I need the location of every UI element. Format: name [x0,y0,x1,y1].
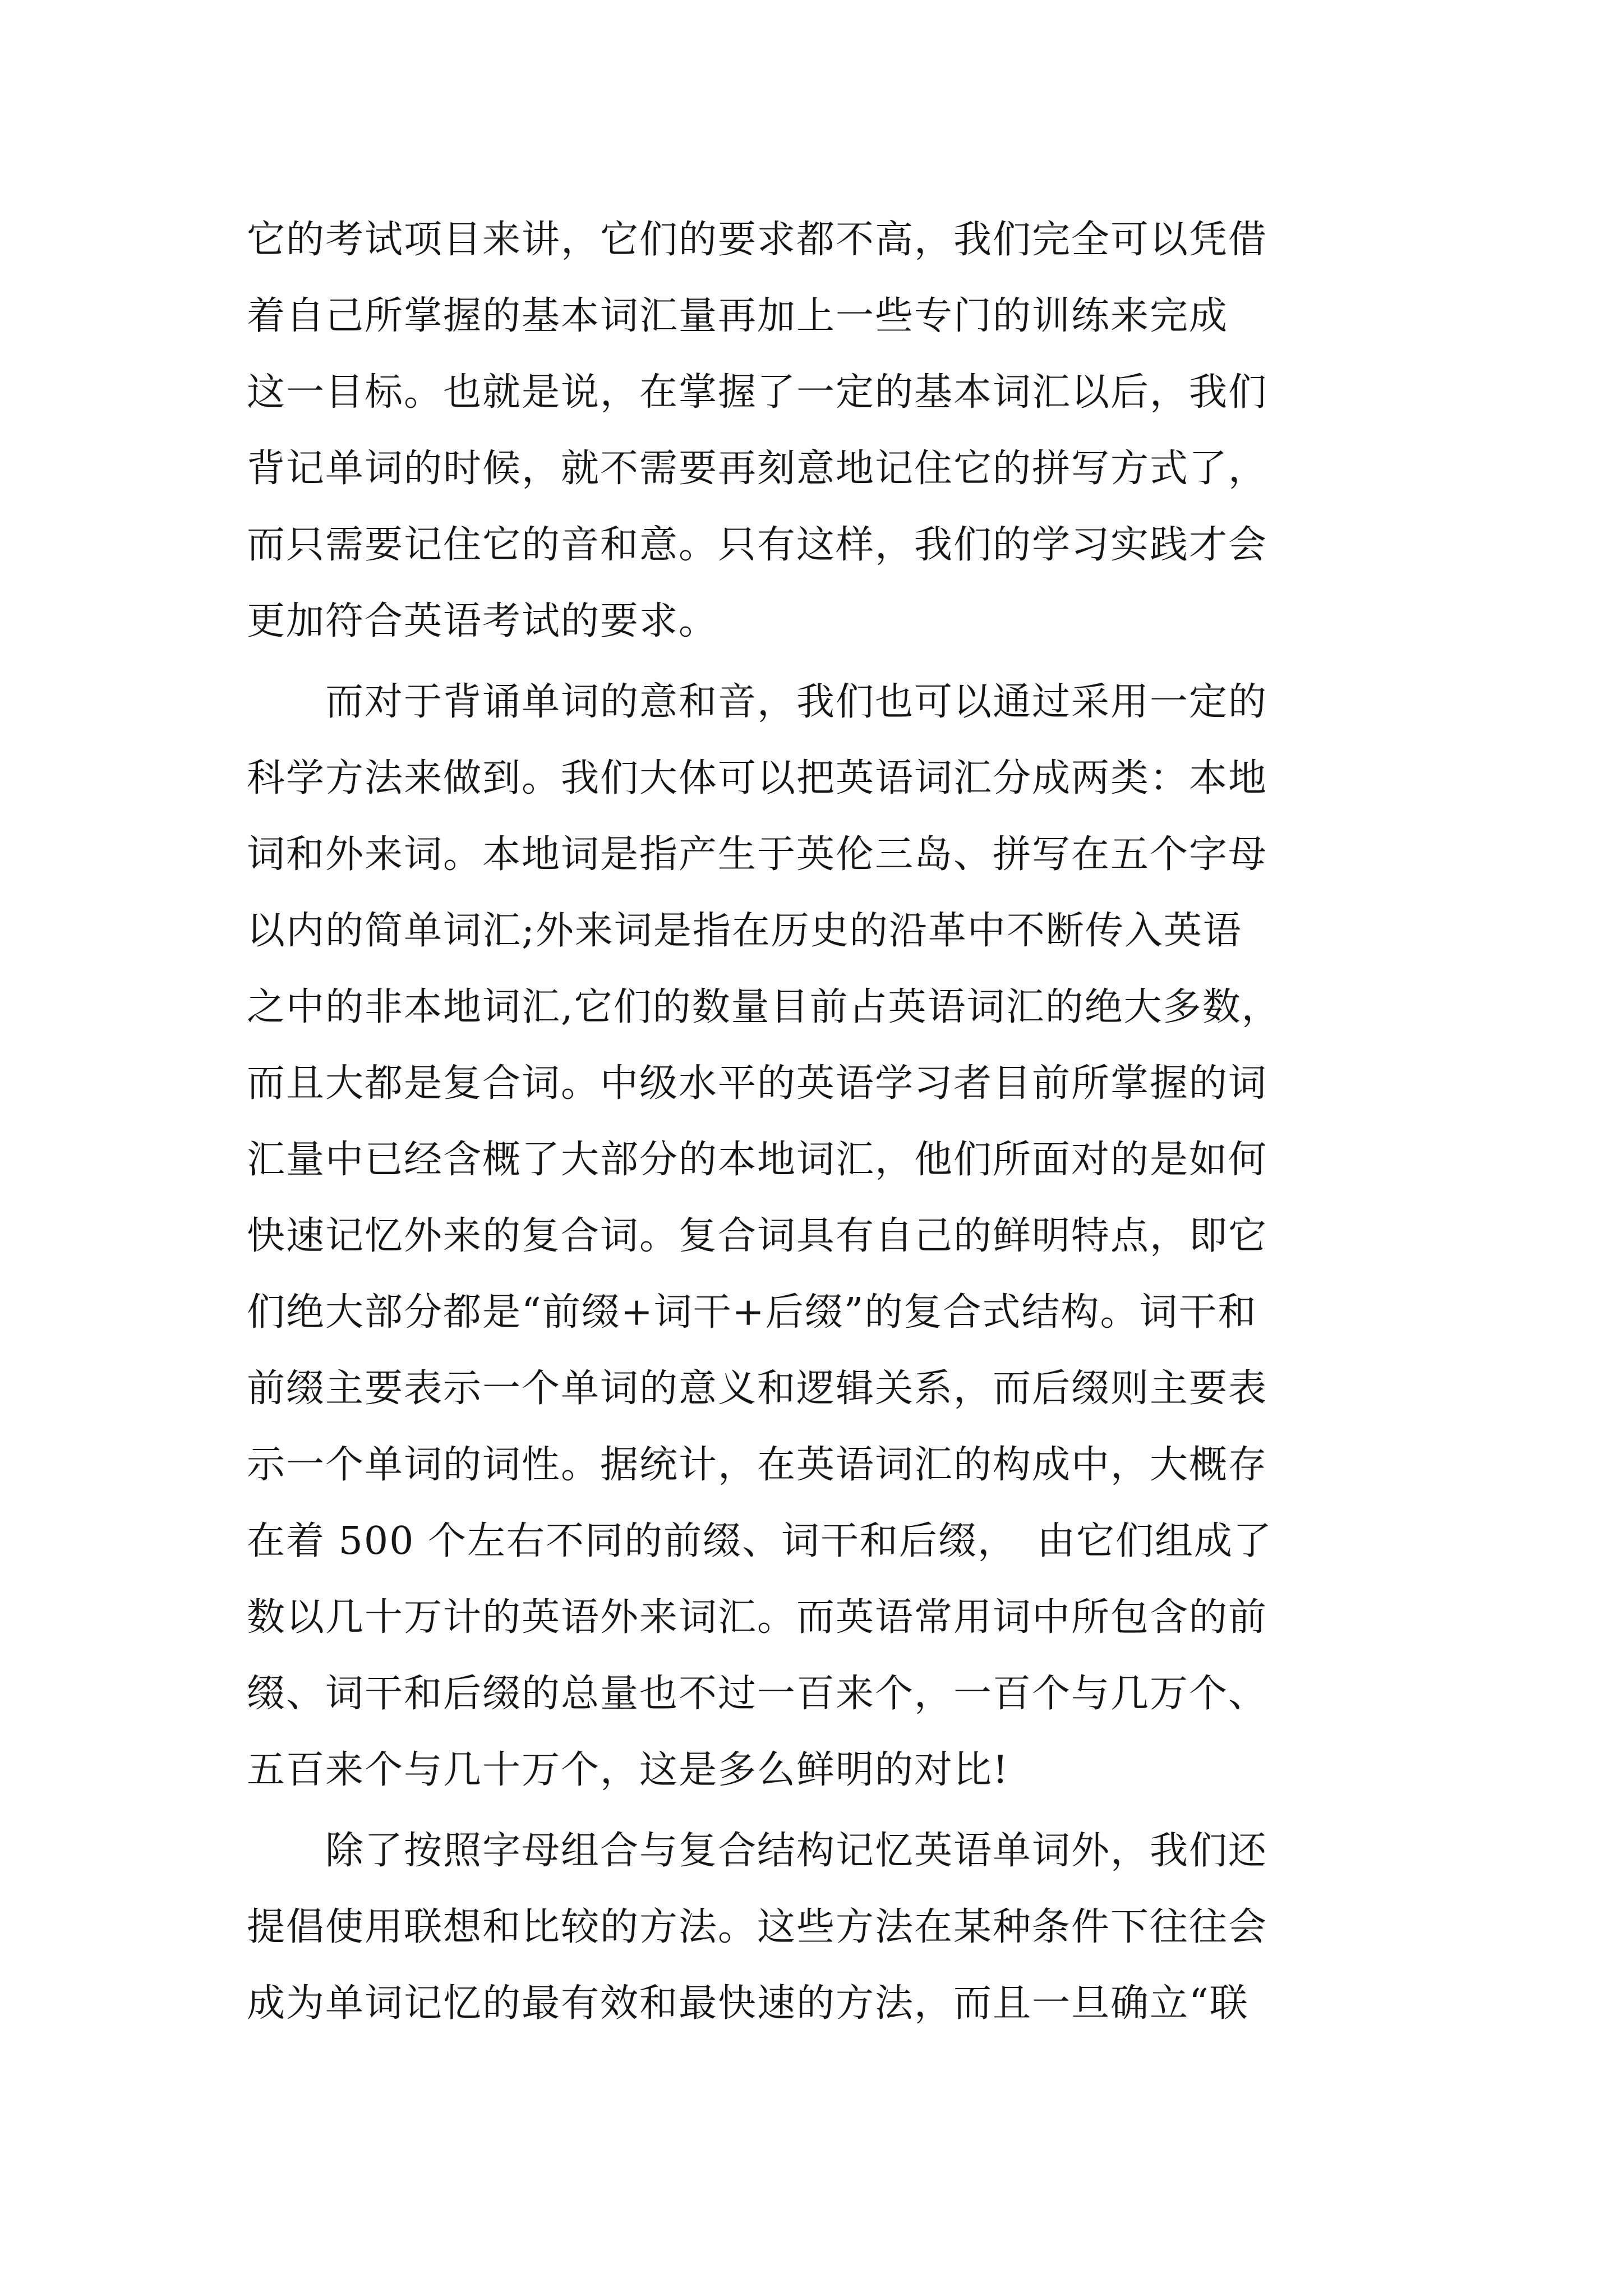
text-line: 词和外来词。本地词是指产生于英伦三岛、拼写在五个字母 [247,832,1268,877]
text-line: 示一个单词的词性。据统计，在英语词汇的构成中，大概存 [247,1443,1268,1487]
text-line: 科学方法来做到。我们大体可以把英语词汇分成两类：本地 [247,756,1268,800]
text-line: 除了按照字母组合与复合结构记忆英语单词外，我们还 [247,1829,1268,1873]
text-line: 快速记忆外来的复合词。复合词具有自己的鲜明特点，即它 [247,1214,1268,1258]
text-line: 而对于背诵单词的意和音，我们也可以通过采用一定的 [247,680,1268,724]
text-line: 这一目标。也就是说，在掌握了一定的基本词汇以后，我们 [247,370,1268,415]
text-line: 提倡使用联想和比较的方法。这些方法在某种条件下往往会 [247,1905,1268,1949]
text-line: 着自己所掌握的基本词汇量再加上一些专门的训练来完成 [247,294,1229,338]
document-body [247,202,1385,2042]
text-line: 背记单词的时候，就不需要再刻意地记住它的拼写方式了， [247,447,1268,491]
text-line: 更加符合英语考试的要求。 [247,599,718,643]
text-line: 而且大都是复合词。中级水平的英语学习者目前所掌握的词 [247,1061,1268,1106]
text-line: 数以几十万计的英语外来词汇。而英语常用词中所包含的前 [247,1595,1268,1640]
text-line: 汇量中已经含概了大部分的本地词汇，他们所面对的是如何 [247,1138,1268,1182]
text-line: 们绝大部分都是“前缀+词干+后缀”的复合式结构。词干和 [247,1290,1257,1335]
paragraph-gap [247,660,1385,664]
text-line: 五百来个与几十万个，这是多么鲜明的对比! [247,1748,1009,1792]
text-line: 成为单词记忆的最有效和最快速的方法，而且一旦确立“联 [247,1981,1249,2026]
text-line: 在着 500 个左右不同的前缀、词干和后缀， 由它们组成了 [247,1519,1273,1563]
text-line: 前缀主要表示一个单词的意义和逻辑关系，而后缀则主要表 [247,1366,1268,1411]
text-line: 而只需要记住它的音和意。只有这样，我们的学习实践才会 [247,523,1268,567]
text-line: 它的考试项目来讲，它们的要求都不高，我们完全可以凭借 [247,218,1268,262]
text-line: 之中的非本地词汇,它们的数量目前占英语词汇的绝大多数， [247,985,1281,1029]
paragraph-gap [247,1809,1385,1813]
text-line: 以内的简单词汇;外来词是指在历史的沿革中不断传入英语 [247,909,1242,953]
text-line: 缀、词干和后缀的总量也不过一百来个，一百个与几万个、 [247,1672,1268,1716]
